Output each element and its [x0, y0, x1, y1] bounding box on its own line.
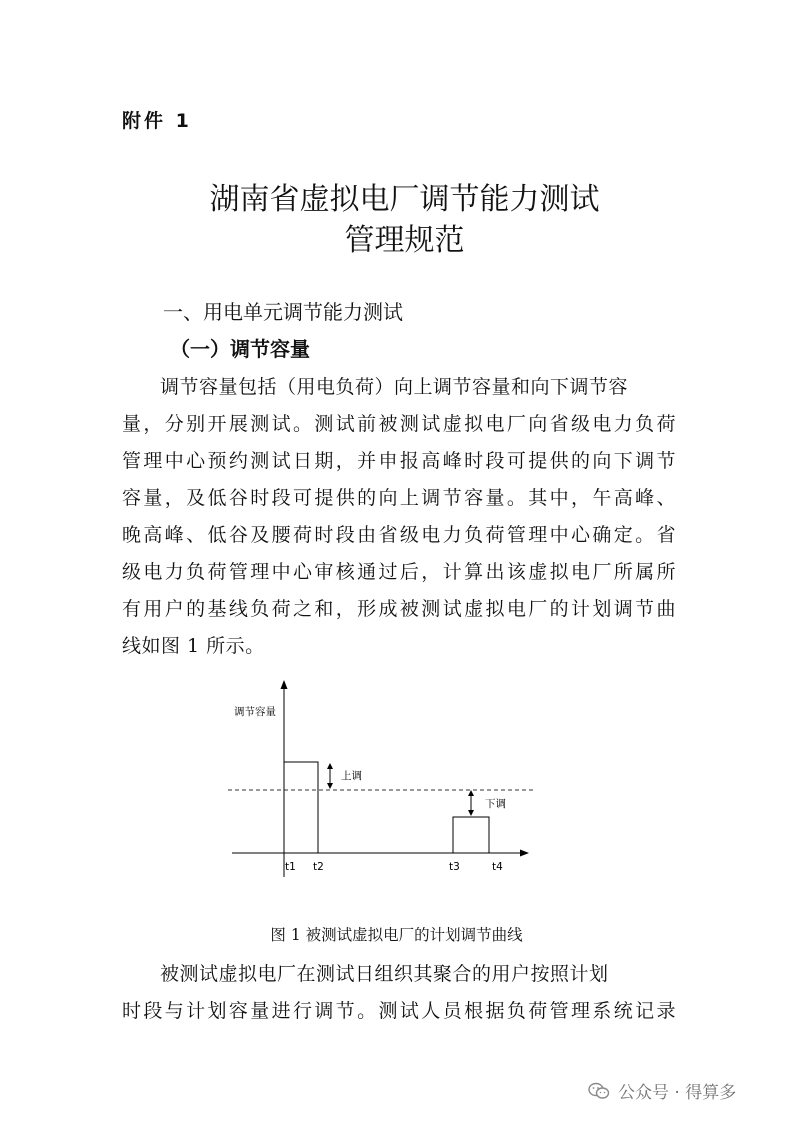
- paragraph-line: 线如图 1 所示。: [122, 635, 265, 657]
- document-title-line1: 湖南省虚拟电厂调节能力测试: [209, 182, 600, 217]
- tick-label-t2: t2: [313, 861, 324, 873]
- up-regulation-block: [284, 762, 318, 853]
- arrowhead-icon: [327, 783, 333, 789]
- paragraph-line: 级电力负荷管理中心审核通过后，计算出该虚拟电厂所属所: [122, 561, 676, 583]
- down-adjust-label: 下调: [485, 798, 506, 810]
- document-title-line2: 管理规范: [344, 223, 465, 258]
- paragraph-line: 时段与计划容量进行调节。测试人员根据负荷管理系统记录: [122, 1000, 676, 1022]
- paragraph-line: 调节容量包括（用电负荷）向上调节容量和向下调节容: [160, 376, 629, 398]
- planned-regulation-curve-figure: [222, 677, 542, 907]
- tick-label-t3: t3: [449, 861, 460, 873]
- attachment-label: 附件 1: [122, 110, 192, 132]
- up-adjust-label: 上调: [341, 770, 362, 782]
- arrowhead-icon: [327, 763, 333, 769]
- arrowhead-icon: [468, 790, 474, 796]
- paragraph-line: 量，分别开展测试。测试前被测试虚拟电厂向省级电力负荷: [122, 413, 676, 435]
- arrowhead-icon: [468, 810, 474, 816]
- y-axis-arrow-icon: [281, 680, 288, 689]
- paragraph-line: 管理中心预约测试日期，并申报高峰时段可提供的向下调节: [122, 450, 676, 472]
- watermark: [588, 1078, 736, 1103]
- x-axis-arrow-icon: [520, 850, 529, 857]
- figure-caption: 图 1 被测试虚拟电厂的计划调节曲线: [270, 926, 523, 944]
- section-heading: 一、用电单元调节能力测试: [163, 300, 403, 324]
- y-axis-label: 调节容量: [234, 706, 276, 718]
- subsection-heading: （一）调节容量: [170, 337, 310, 361]
- wechat-icon: [588, 1082, 610, 1100]
- tick-label-t4: t4: [492, 861, 503, 873]
- paragraph-line: 有用户的基线负荷之和，形成被测试虚拟电厂的计划调节曲: [122, 598, 676, 620]
- down-regulation-block: [453, 817, 489, 853]
- paragraph-line: 晚高峰、低谷及腰荷时段由省级电力负荷管理中心确定。省: [122, 524, 676, 546]
- tick-label-t1: t1: [285, 861, 296, 873]
- watermark-text: 公众号 · 得算多: [618, 1083, 737, 1103]
- paragraph-line: 容量，及低谷时段可提供的向上调节容量。其中，午高峰、: [122, 487, 676, 509]
- paragraph-line: 被测试虚拟电厂在测试日组织其聚合的用户按照计划: [160, 963, 609, 985]
